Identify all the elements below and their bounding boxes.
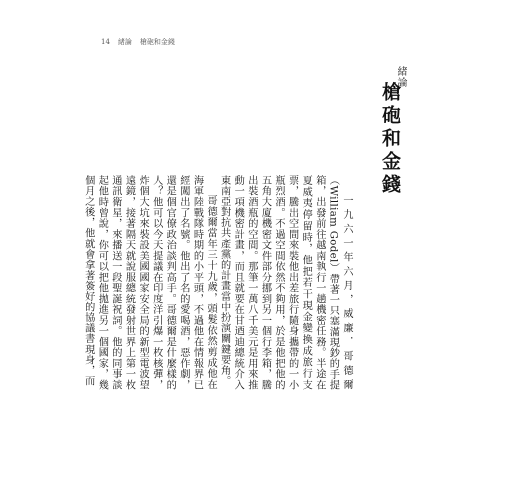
paragraph-2: 哥德爾當年三十九歲，頭髮依然剪成他在海軍陸戰隊時期的小平頭，不過他在情報界已經闖出了名號。他出了名的愛喝酒，惡作劇，還是個官僚政治談判高手。哥德爾是什麼樣的人？他可以今天提議在印度洋引爆一枚核彈，炸個大坑來裝設美國國家安全局的新型電波望遠鏡，接著隔天就說服總統發射世界上第一枚通訊衛星，來播送一段聖誕祝詞。他的同事談起他時曾說，你可以把他拋進另一個國家，幾個月之後，他就會拿著簽好的協議書現身，而 <box>82 175 217 390</box>
body-text <box>82 175 353 390</box>
running-head-section: 緒論 <box>117 38 132 46</box>
paragraph-1: 一九六一年六月，威廉．哥德爾（William Godel）帶著一只塞滿現鈔的手提箱，出發前往越南執行一趟機密任務。半途在夏威夷停留時，他把若干現金變換成旅行支票，騰出空間來裝他出差旅行隨身攜帶的一小瓶烈酒。不過空間依然不夠用，於是他把他的五角大廈機密文件部分挪到另一個行李箱，騰出裝酒瓶的空間。那筆一萬八千美元是用來推動一項機密計畫，而且就要在甘迺迪總統介入東南亞對抗共產黨的計畫當中扮演關鍵要角。 <box>218 175 352 390</box>
chapter-title: 槍砲和金錢 <box>379 82 401 197</box>
running-head <box>101 37 175 47</box>
page-number: 14 <box>101 38 110 46</box>
chapter-label: 緒論 <box>395 66 406 88</box>
running-head-title: 槍砲和金錢 <box>139 38 175 46</box>
